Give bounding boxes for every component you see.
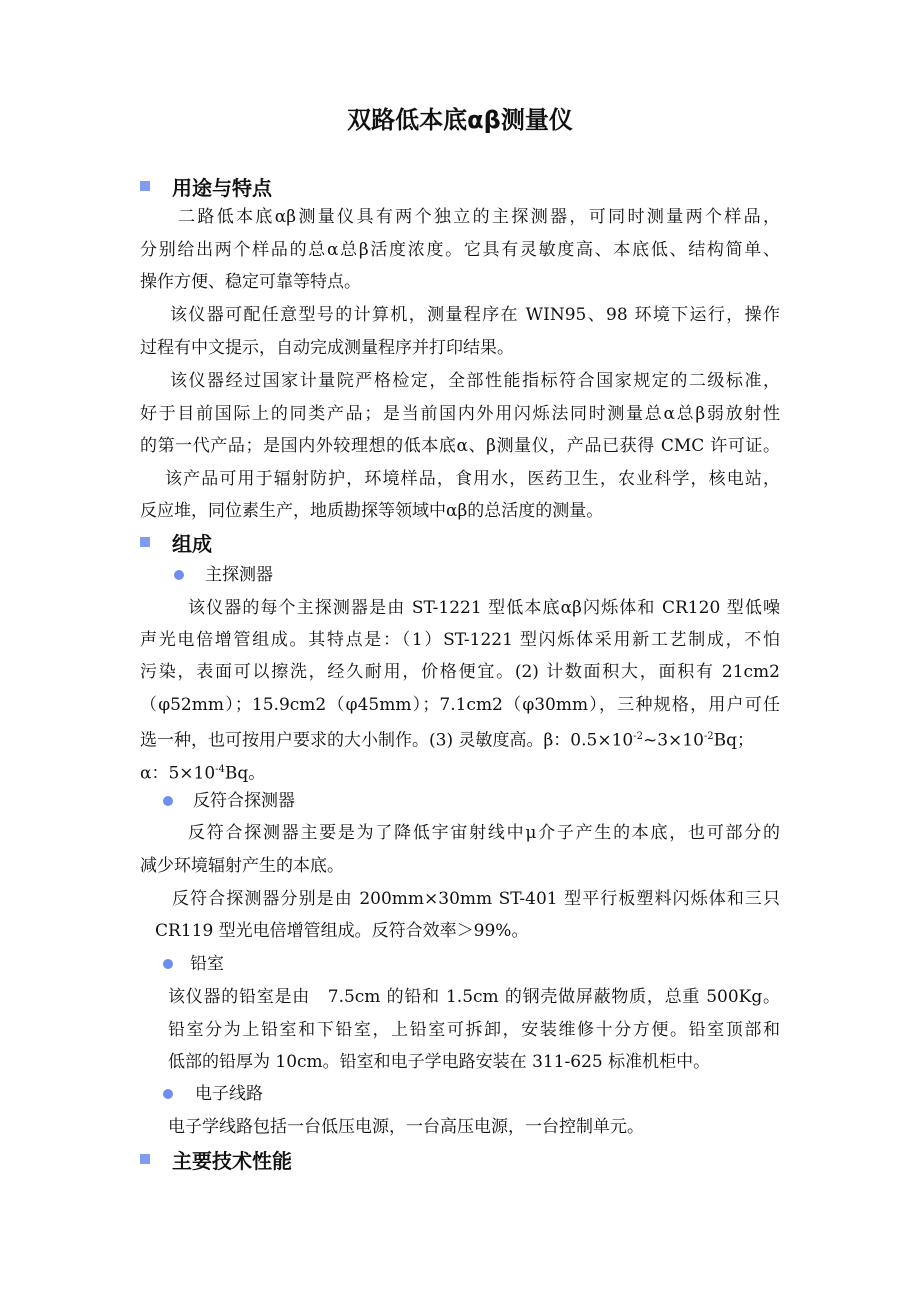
paragraph-line: 铅室分为上铅室和下铅室，上铅室可拆卸，安装维修十分方便。铅室顶部和: [168, 1020, 780, 1040]
paragraph-line: [140, 726, 754, 752]
paragraph-line: CR119 型光电倍增管组成。反符合效率＞99%。: [155, 921, 529, 941]
paragraph-line: 低部的铅厚为 10cm。铅室和电子学电路安装在 311-625 标准机柜中。: [168, 1052, 711, 1072]
square-bullet-icon: [140, 181, 150, 191]
paragraph-line: 分别给出两个样品的总α总β活度浓度。它具有灵敏度高、本底低、结构简单、: [140, 240, 780, 260]
subsection-heading: 反符合探测器: [193, 791, 295, 811]
section-heading: 用途与特点: [172, 176, 272, 200]
paragraph-line: 该仪器可配任意型号的计算机，测量程序在 WIN95、98 环境下运行，操作: [170, 305, 780, 325]
section-heading: 主要技术性能: [172, 1149, 292, 1173]
square-bullet-icon: [140, 537, 150, 547]
paragraph-line: 二路低本底αβ测量仪具有两个独立的主探测器，可同时测量两个样品，: [178, 207, 780, 227]
paragraph-line: 该仪器的铅室是由 7.5cm 的铅和 1.5cm 的钢壳做屏蔽物质，总重 500Kg。: [168, 987, 780, 1007]
superscript: -2: [633, 731, 643, 742]
paragraph-line: 声光电倍增管组成。其特点是：（1）ST-1221 型闪烁体采用新工艺制成，不怕: [140, 630, 780, 650]
paragraph-line: 过程有中文提示，自动完成测量程序并打印结果。: [140, 338, 514, 358]
subsection-heading: 铅室: [190, 954, 224, 974]
paragraph-line: 反应堆，同位素生产，地质勘探等领域中αβ的总活度的测量。: [140, 501, 604, 521]
superscript: -2: [703, 731, 714, 742]
circle-bullet-icon: [163, 796, 173, 806]
paragraph-line: 该产品可用于辐射防护，环境样品，食用水，医药卫生，农业科学，核电站，: [165, 469, 780, 489]
paragraph-line: （φ52mm）；15.9cm2（φ45mm）；7.1cm2（φ30mm），三种规格，用户可任: [140, 695, 780, 715]
paragraph-line: 反符合探测器分别是由 200mm×30mm ST-401 型平行板塑料闪烁体和三只: [172, 889, 780, 909]
square-bullet-icon: [140, 1154, 150, 1164]
paragraph-line: [140, 759, 265, 785]
text-span: Bq。: [224, 763, 266, 784]
circle-bullet-icon: [163, 1089, 173, 1099]
paragraph-line: 好于目前国际上的同类产品；是当前国内外用闪烁法同时测量总α总β弱放射性: [140, 404, 780, 424]
text-span: 选一种，也可按用户要求的大小制作。(3) 灵敏度高。β：0.5×10: [140, 730, 634, 751]
circle-bullet-icon: [174, 570, 184, 580]
text-span: α：5×10: [140, 763, 216, 784]
document-title: 双路低本底αβ测量仪: [347, 106, 573, 134]
text-span: ~3×10: [642, 730, 704, 751]
section-heading: 组成: [172, 532, 212, 556]
paragraph-line: 污染，表面可以擦洗，经久耐用，价格便宜。(2) 计数面积大，面积有 21cm2: [140, 662, 780, 682]
paragraph-line: 该仪器经过国家计量院严格检定，全部性能指标符合国家规定的二级标准，: [170, 371, 780, 391]
paragraph-line: 该仪器的每个主探测器是由 ST-1221 型低本底αβ闪烁体和 CR120 型低噪: [188, 598, 780, 618]
paragraph-line: 的第一代产品；是国内外较理想的低本底α、β测量仪，产品已获得 CMC 许可证。: [140, 436, 780, 456]
paragraph-line: 反符合探测器主要是为了降低宇宙射线中μ介子产生的本底，也可部分的: [188, 823, 780, 843]
paragraph-line: 电子学线路包括一台低压电源，一台高压电源，一台控制单元。: [168, 1117, 644, 1137]
paragraph-line: 操作方便、稳定可靠等特点。: [140, 272, 361, 292]
subsection-heading: 电子线路: [195, 1084, 263, 1104]
circle-bullet-icon: [163, 959, 173, 969]
superscript: -4: [215, 764, 225, 775]
paragraph-line: 减少环境辐射产生的本底。: [140, 856, 344, 876]
subsection-heading: 主探测器: [205, 565, 273, 585]
text-span: Bq；: [713, 730, 755, 751]
